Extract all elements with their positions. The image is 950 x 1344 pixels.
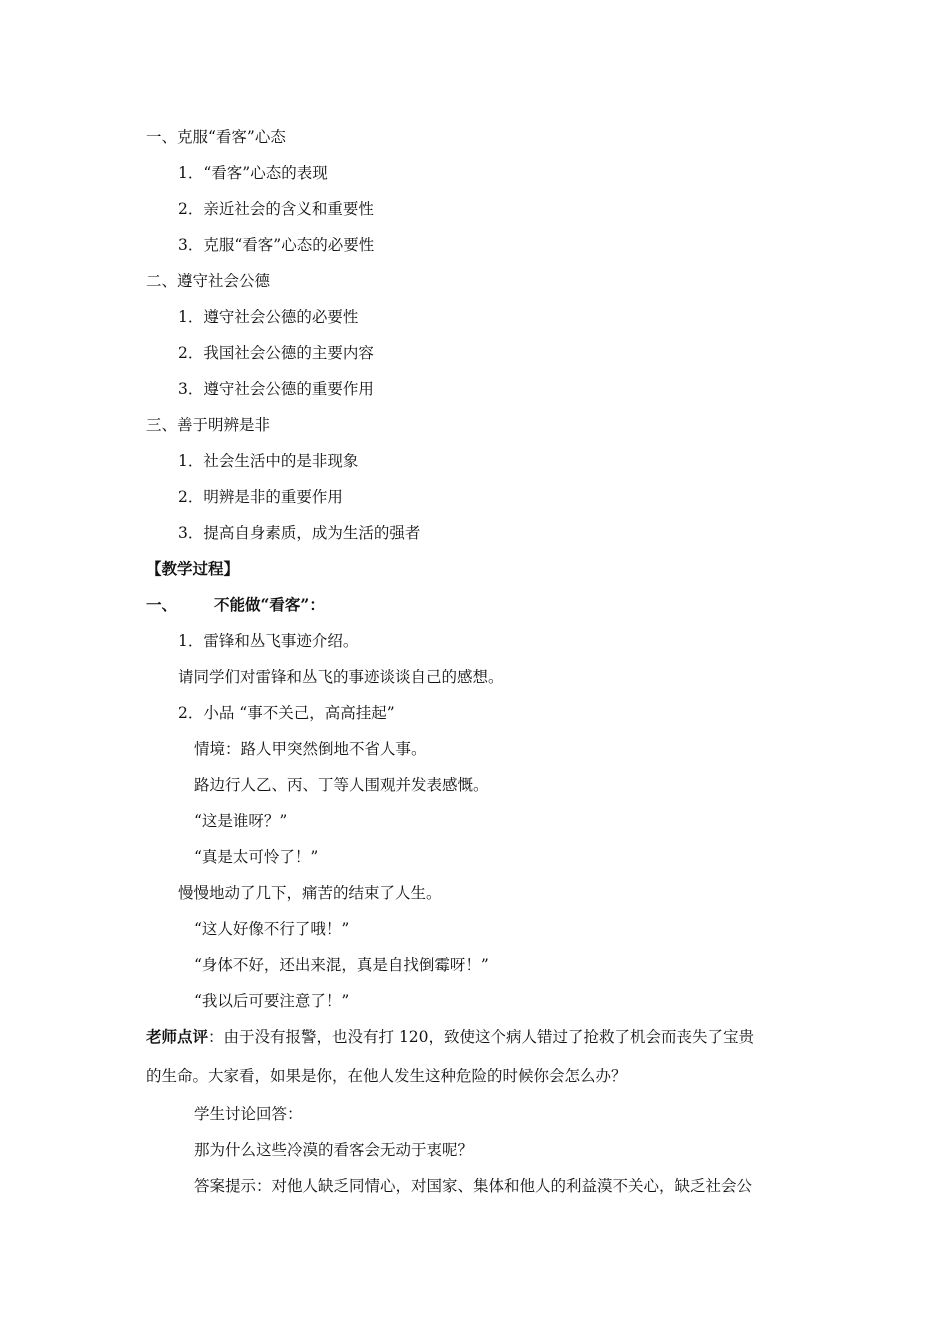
teaching-process-heading: 【教学过程】 bbox=[146, 559, 240, 578]
skit-quote-2: “真是太可怜了！” bbox=[194, 848, 319, 866]
process-item-2: 2．小品 “事不关己，高高挂起” bbox=[178, 704, 395, 722]
skit-quote-3: “这人好像不行了哦！” bbox=[194, 920, 350, 938]
outline-section-2-title: 二、遵守社会公德 bbox=[146, 272, 271, 290]
outline-section-3-item-3: 3．提高自身素质，成为生活的强者 bbox=[178, 524, 421, 542]
outline-section-3-title: 三、善于明辨是非 bbox=[146, 416, 271, 434]
process-item-1: 1．雷锋和丛飞事迹介绍。 bbox=[178, 632, 359, 650]
process-part-1-heading bbox=[146, 595, 325, 615]
outline-section-2-item-1: 1．遵守社会公德的必要性 bbox=[178, 308, 359, 326]
outline-section-1-item-1: 1．“看客”心态的表现 bbox=[178, 164, 328, 182]
skit-scene: 情境：路人甲突然倒地不省人事。 bbox=[194, 740, 427, 758]
skit-quote-1: “这是谁呀？” bbox=[194, 812, 288, 830]
skit-bystanders: 路边行人乙、丙、丁等人围观并发表感慨。 bbox=[194, 776, 489, 794]
teacher-comment-line-1 bbox=[146, 1027, 754, 1047]
outline-section-1-item-2: 2．亲近社会的含义和重要性 bbox=[178, 200, 374, 218]
skit-narration: 慢慢地动了几下，痛苦的结束了人生。 bbox=[178, 884, 442, 902]
teacher-comment-text-1: ：由于没有报警，也没有打 120，致使这个病人错过了抢救了机会而丧失了宝贵 bbox=[208, 1028, 755, 1046]
outline-section-1-title: 一、克服“看客”心态 bbox=[146, 128, 286, 146]
skit-quote-5: “我以后可要注意了！” bbox=[194, 992, 350, 1010]
process-part-1-number: 一、 bbox=[146, 595, 178, 614]
process-item-1-prompt: 请同学们对雷锋和丛飞的事迹谈谈自己的感想。 bbox=[178, 668, 504, 686]
outline-section-3-item-1: 1．社会生活中的是非现象 bbox=[178, 452, 359, 470]
outline-section-2-item-2: 2．我国社会公德的主要内容 bbox=[178, 344, 374, 362]
skit-quote-4: “身体不好，还出来混，真是自找倒霉呀！” bbox=[194, 956, 489, 974]
discussion-question: 那为什么这些冷漠的看客会无动于衷呢？ bbox=[194, 1141, 474, 1159]
answer-hint: 答案提示：对他人缺乏同情心，对国家、集体和他人的利益漠不关心，缺乏社会公 bbox=[194, 1177, 753, 1195]
outline-section-1-item-3: 3．克服“看客”心态的必要性 bbox=[178, 236, 375, 254]
teacher-comment-label: 老师点评 bbox=[146, 1027, 209, 1046]
outline-section-3-item-2: 2．明辨是非的重要作用 bbox=[178, 488, 343, 506]
student-discussion: 学生讨论回答： bbox=[194, 1105, 303, 1123]
teacher-comment-line-2: 的生命。大家看，如果是你，在他人发生这种危险的时候你会怎么办？ bbox=[146, 1067, 627, 1085]
process-part-1-title: 不能做“看客”： bbox=[214, 595, 325, 614]
outline-section-2-item-3: 3．遵守社会公德的重要作用 bbox=[178, 380, 374, 398]
